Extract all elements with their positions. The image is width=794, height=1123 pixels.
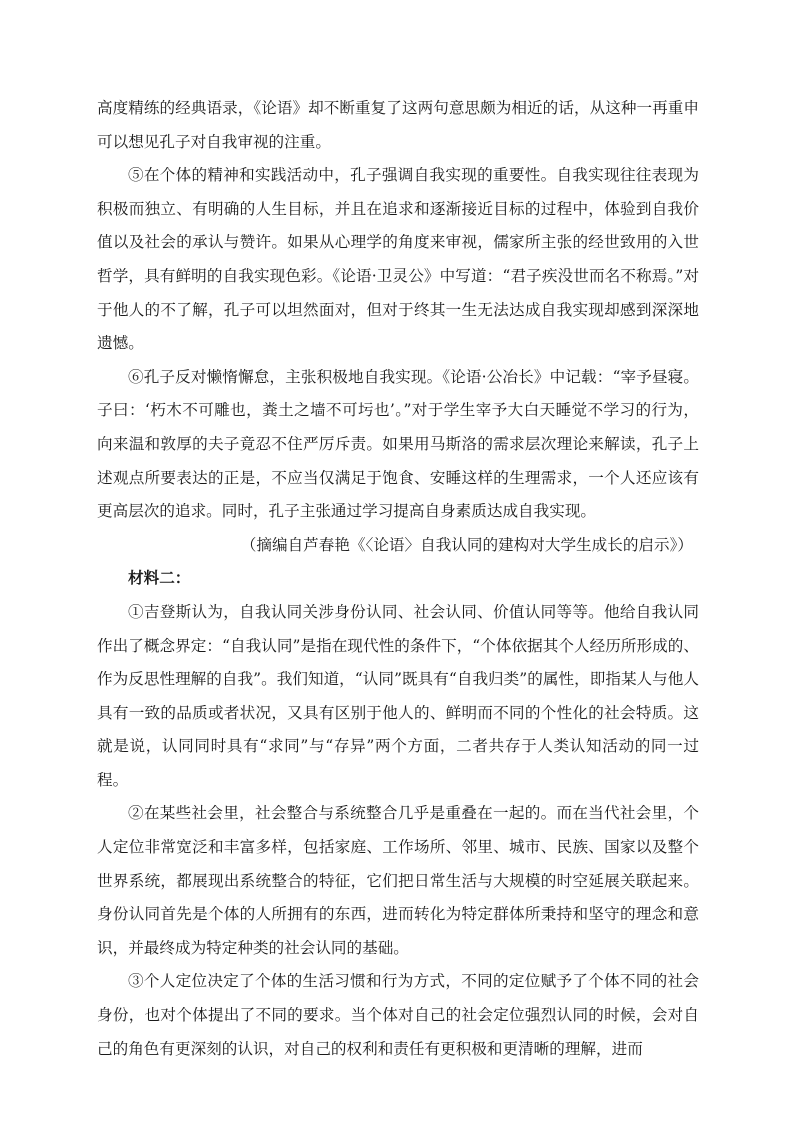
paragraph-m2-3: ③个人定位决定了个体的生活习惯和行为方式，不同的定位赋予了个体不同的社会身份，也对个体提出了不同的要求。当个体对自己的社会定位强烈认同的时候，会对自己的角色有更深刻的认识，对自己的权利和责任有更积极和更清晰的理解，进而 <box>97 972 699 1058</box>
paragraph-m2-1: ①吉登斯认为，自我认同关涉身份认同、社会认同、价值认同等等。他给自我认同作出了概念界定：“自我认同”是指在现代性的条件下，“个体依据其个人经历所形成的、作为反思性理解的自我”。我们知道，“认同”既具有“自我归类”的属性，即指某人与他人具有一致的品质或者状况，又具有区别于他人的、鲜明而不同的个性化的社会特质。这就是说，认同同时具有“求同”与“存异”两个方面，二者共存于人类认知活动的同一过程。 <box>97 602 699 789</box>
paragraph-5: ⑤在个体的精神和实践活动中，孔子强调自我实现的重要性。自我实现往往表现为积极而独立、有明确的人生目标，并且在追求和逐渐接近目标的过程中，体验到自我价值以及社会的承认与赞许。如果从心理学的角度来审视，儒家所主张的经世致用的入世哲学，具有鲜明的自我实现色彩。《论语·卫灵公》中写道：“君子疾没世而名不称焉。”对于他人的不了解，孔子可以坦然面对，但对于终其一生无法达成自我实现却感到深深地遗憾。 <box>97 166 699 353</box>
section-heading-material-two: 材料二： <box>128 569 191 588</box>
paragraph-6: ⑥孔子反对懒惰懈怠，主张积极地自我实现。《论语·公冶长》中记载：“宰予昼寝。子曰：‘朽木不可雕也，粪土之墙不可圬也’。”对于学生宰予大白天睡觉不学习的行为，向来温和敦厚的夫子竟忍不住严厉斥责。如果用马斯洛的需求层次理论来解读，孔子上述观点所要表达的正是，不应当仅满足于饱食、安睡这样的生理需求，一个人还应该有更高层次的追求。同时，孔子主张通过学习提高自身素质达成自我实现。 <box>97 367 699 521</box>
source-citation: （摘编自芦春艳《〈论语〉自我认同的建构对大学生成长的启示》） <box>240 535 693 554</box>
paragraph-intro: 高度精练的经典语录，《论语》却不断重复了这两句意思颇为相近的话，从这种一再重申可以想见孔子对自我审视的注重。 <box>97 99 699 151</box>
document-page <box>97 92 699 1066</box>
paragraph-m2-2: ②在某些社会里，社会整合与系统整合几乎是重叠在一起的。而在当代社会里，个人定位非常宽泛和丰富多样，包括家庭、工作场所、邻里、城市、民族、国家以及整个世界系统，都展现出系统整合的特征，它们把日常生活与大规模的时空延展关联起来。身份认同首先是个体的人所拥有的东西，进而转化为特定群体所秉持和坚守的理念和意识，并最终成为特定种类的社会认同的基础。 <box>97 804 699 957</box>
